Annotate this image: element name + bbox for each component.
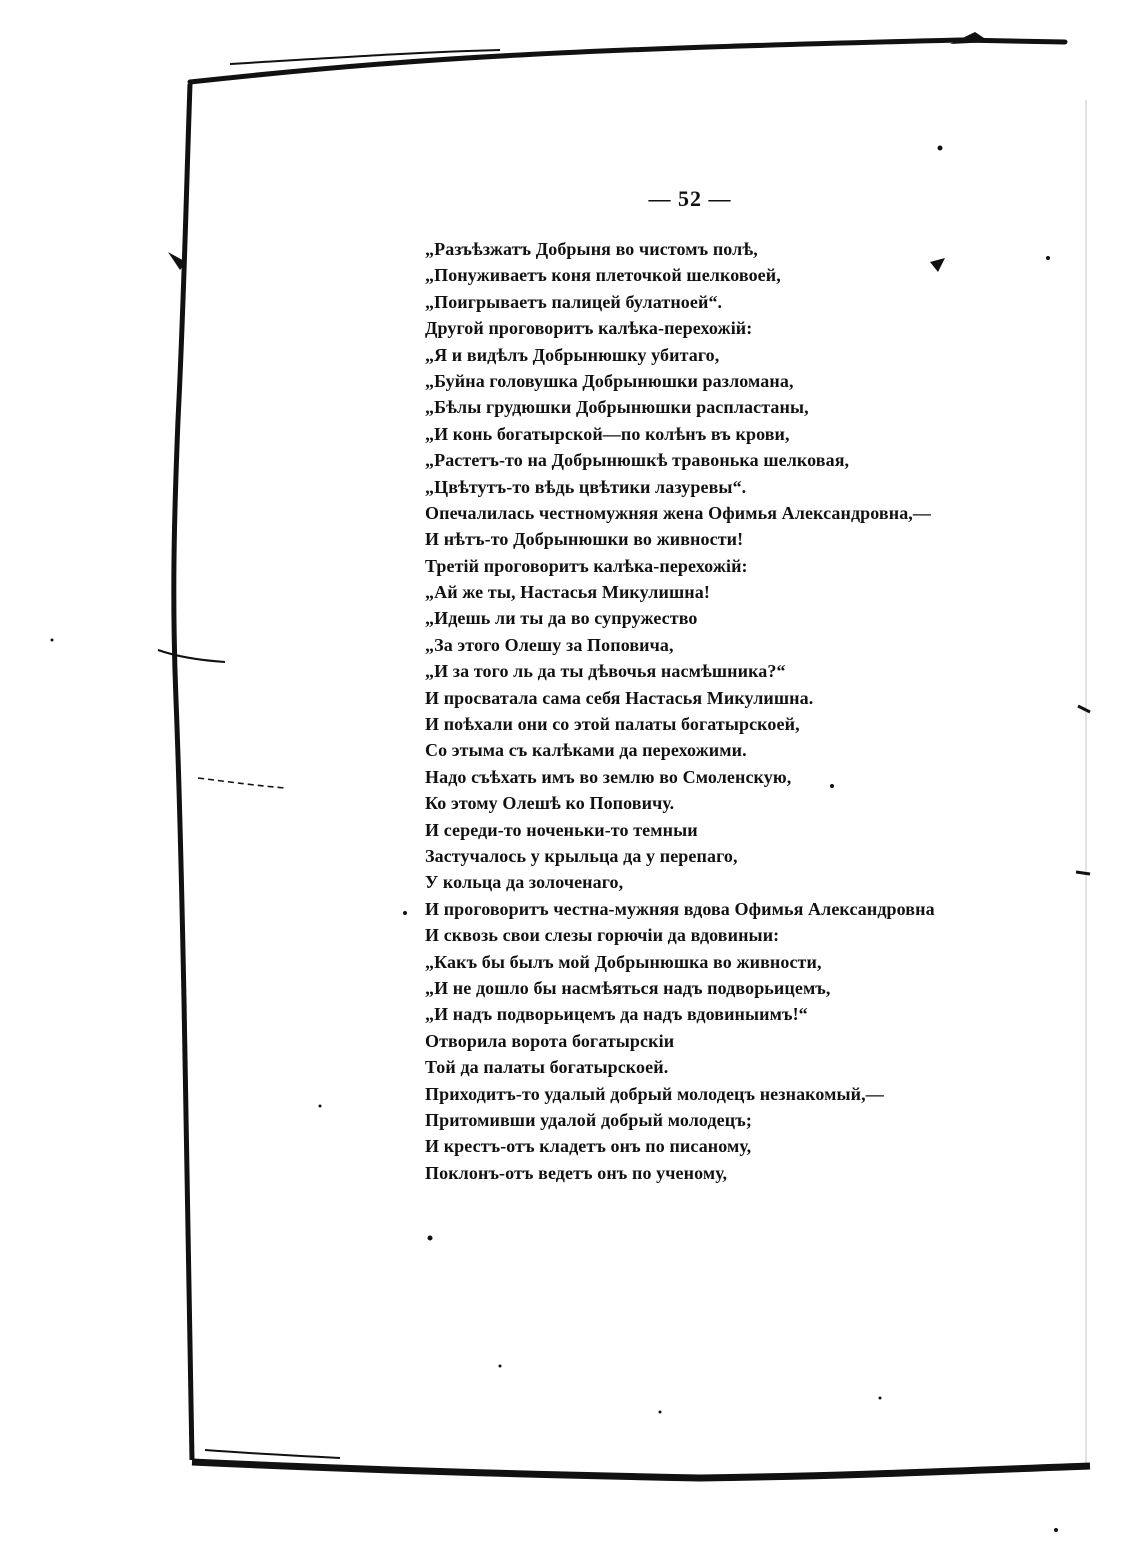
verse-line: „И надъ подворьицемъ да надъ вдовиныимъ!“ xyxy=(425,1004,808,1025)
verse-line: „Я и видѣлъ Добрынюшку убитаго, xyxy=(425,344,720,365)
speck xyxy=(659,1411,662,1414)
speck xyxy=(403,911,407,915)
verse-line: Той да палаты богатырскоей. xyxy=(425,1057,669,1078)
verse-line: „Идешь ли ты да во супружество xyxy=(425,608,698,629)
verse-line: „Растетъ-то на Добрынюшкѣ травонька шелковая, xyxy=(425,450,850,471)
top-right-flare xyxy=(950,32,990,44)
speck xyxy=(938,146,943,151)
verse-line: „И конь богатырской—по колѣнъ въ крови, xyxy=(425,423,790,444)
speck xyxy=(319,1105,322,1108)
bottom-edge-line xyxy=(192,1462,1090,1478)
verse-line: „Буйна головушка Добрынюшки разломана, xyxy=(425,370,794,391)
top-edge-thin xyxy=(230,50,500,64)
verse-line: Со этыма съ калѣками да перехожими. xyxy=(425,740,747,761)
verse-line: „Поигрываетъ палицей булатноей“. xyxy=(425,291,723,312)
verse-line: „Ай же ты, Настасья Микулишна! xyxy=(425,582,710,603)
page-number: — 52 — xyxy=(648,186,732,211)
left-edge-notch-3 xyxy=(198,778,285,788)
left-edge-notch-1 xyxy=(168,252,186,270)
right-edge-mark-2 xyxy=(1076,872,1090,874)
verse-line: Приходитъ-то удалый добрый молодецъ незнакомый,— xyxy=(425,1083,884,1104)
verse-line: „Бѣлы грудюшки Добрынюшки распластаны, xyxy=(425,397,809,418)
verse-line: Ко этому Олешѣ ко Поповичу. xyxy=(425,793,675,814)
verse-line: „Какъ бы былъ мой Добрынюшка во живности, xyxy=(425,951,822,972)
speck xyxy=(1054,1528,1058,1532)
left-edge-line xyxy=(174,84,192,1460)
verse-line: И нѣтъ-то Добрынюшки во живности! xyxy=(425,529,744,550)
verse-line: Надо съѣхать имъ во землю во Смоленскую, xyxy=(425,766,792,787)
poem-text-block xyxy=(425,236,1025,1186)
verse-line: Опечалилась честномужняя жена Офимья Александровна,— xyxy=(425,502,932,523)
verse-line: „Понуживаетъ коня плеточкой шелковоей, xyxy=(425,265,781,286)
right-edge-mark-1 xyxy=(1078,706,1090,712)
top-edge-line xyxy=(190,40,1065,82)
verse-line: И просватала сама себя Настасья Микулишна. xyxy=(425,687,814,708)
verse-line: „И за того ль да ты дѣвочья насмѣшника?“ xyxy=(425,661,786,682)
speck xyxy=(879,1397,882,1400)
verse-line: „Разъѣзжатъ Добрыня во чистомъ полѣ, xyxy=(425,239,758,259)
verse-line: И середи-то ноченьки-то темныи xyxy=(425,819,698,840)
speck xyxy=(428,1236,433,1241)
verse-line: Отворила ворота богатырскіи xyxy=(425,1030,675,1051)
verse-line: Застучалось у крыльца да у перепаго, xyxy=(425,845,738,866)
verse-line: Поклонъ-отъ ведетъ онъ по ученому, xyxy=(425,1162,728,1183)
speck xyxy=(51,639,54,642)
verse-line: У кольца да золоченаго, xyxy=(425,872,624,893)
speck xyxy=(499,1365,502,1368)
speck xyxy=(1046,256,1050,260)
verse-line: „Цвѣтутъ-то вѣдь цвѣтики лазуревы“. xyxy=(425,476,747,497)
verse-line: И крестъ-отъ кладетъ онъ по писаному, xyxy=(425,1136,752,1157)
verse-line: Притомивши удалой добрый молодецъ; xyxy=(425,1109,752,1130)
verse-line: И сквозь свои слезы горючіи да вдовиныи: xyxy=(425,925,780,946)
verse-line: „И не дошло бы насмѣяться надъ подворьицемъ, xyxy=(425,977,831,998)
verse-line: И проговоритъ честна-мужняя вдова Офимья Александровна xyxy=(425,898,935,919)
verse-line: „За этого Олешу за Поповича, xyxy=(425,634,674,655)
left-edge-notch-2 xyxy=(158,650,225,662)
verse-line: И поѣхали они со этой палаты богатырскоей, xyxy=(425,714,800,735)
verse-line: Другой проговоритъ калѣка-перехожій: xyxy=(425,318,753,339)
bottom-edge-thin xyxy=(205,1450,340,1458)
verse-line: Третій проговоритъ калѣка-перехожій: xyxy=(425,555,748,576)
